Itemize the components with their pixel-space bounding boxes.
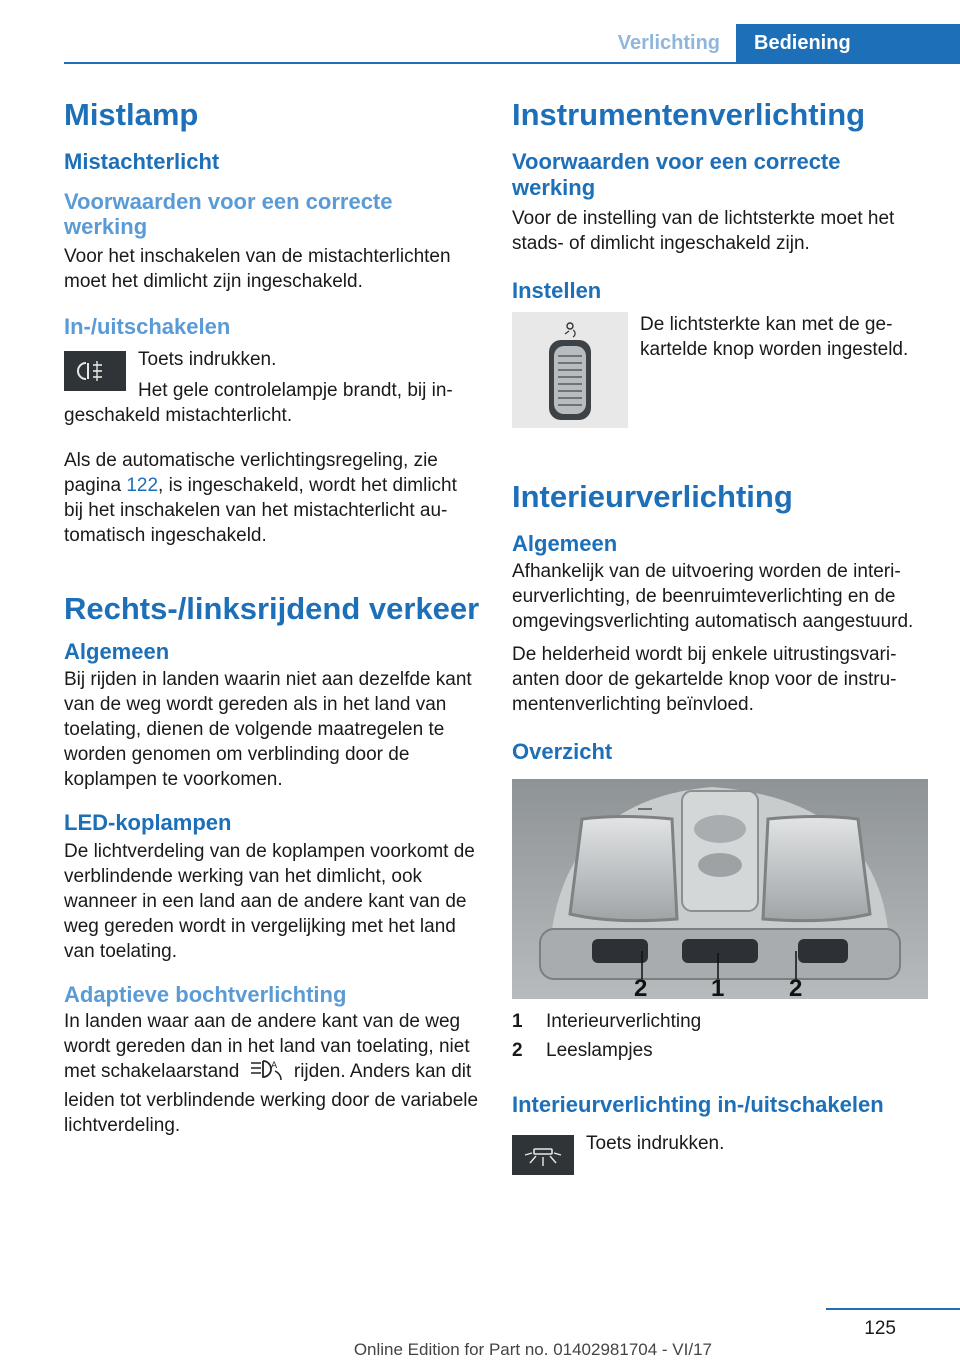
heading-mistachterlicht: Mistachterlicht [64, 148, 220, 174]
heading-instrumentenverlichting: Instrumentenverlichting [512, 97, 866, 132]
interior-light-photo [512, 779, 928, 999]
photo-label-center: 1 [711, 975, 725, 1000]
heading-voorwaarden: Voorwaarden voor een correcte werking [64, 189, 393, 240]
page-link-122[interactable]: 122 [126, 475, 159, 497]
text-voorwaarden-right: Voor de instelling van de lichtsterkte moet het stads- of dimlicht ingeschakeld zijn. [512, 207, 895, 254]
text-automatisch [64, 448, 480, 548]
fog-light-icon [64, 351, 126, 391]
text-auto-part1: Als de automatische verlichtingsregeling, zie pagina [64, 450, 438, 497]
legend-list [512, 1011, 928, 1062]
heading-interieurverlichting: Interieurverlichting [512, 478, 793, 514]
heading-instellen: Instellen [512, 277, 602, 303]
footer-rule [826, 1308, 960, 1310]
photo-label-left: 2 [634, 975, 648, 1000]
legend-number: 1 [512, 1011, 523, 1033]
text-toets-interieur: Toets indrukken. [586, 1132, 725, 1154]
heading-mistlamp: Mistlamp [64, 97, 199, 132]
edition-note: Online Edition for Part no. 01402981704 - VI/17 [353, 1340, 712, 1359]
dimmer-wheel-icon [512, 312, 628, 428]
heading-adaptief: Adaptieve bochtverlichting [64, 981, 347, 1007]
header-section: Verlichting [617, 32, 720, 54]
text-gele: Het gele controlelampje brandt, bij in- [138, 380, 453, 402]
photo-label-right: 2 [789, 975, 803, 1000]
text-adaptief [64, 1009, 480, 1138]
text-algemeen-1: Afhankelijk van de uitvoering worden de interieurverlichting, de beenruimteverlichting en de omgevingsverlichting automatisch aangestuurd. [512, 561, 914, 633]
svg-text:A: A [270, 1060, 277, 1071]
text-algemeen: Bij rijden in landen waarin niet aan dezelfde kant van de weg wordt gereden als in het land van toelating, dienen de volgende maatregelen te worden genomen om verblinding door de koplampen te voorkomen. [64, 669, 472, 791]
heading-overzicht: Overzicht [512, 739, 613, 765]
legend-text: Leeslampjes [546, 1040, 653, 1062]
text-algemeen-2: De helderheid wordt bij enkele uitrustingsvarianten door de gekartelde knop voor de instrumentenverlichting beïnvloed. [512, 644, 897, 716]
heading-interieur-inuit: Interieurverlichting in-/uitschakelen [512, 1092, 884, 1118]
text-toets: Toets indrukken. [138, 349, 277, 371]
right-column [512, 96, 928, 1175]
interior-light-icon [512, 1135, 574, 1175]
text-adaptief-part2: rijden. Anders kan dit leiden tot verblindende werking door de variabele lichtverdeling. [64, 1060, 479, 1136]
heading-algemeen: Algemeen [64, 638, 170, 664]
heading-rechts-links: Rechts-/linksrijdend verkeer [64, 591, 480, 627]
text-auto-part2: , is ingeschakeld, wordt het dimlicht bij het inschakelen van het mistachterlicht automatisch ingeschakeld. [64, 475, 457, 547]
text-gele-cont: geschakeld mistachterlicht. [64, 405, 293, 427]
heading-in-uitschakelen: In-/uitschakelen [64, 313, 231, 339]
header-tab: Bediening [736, 24, 960, 62]
page-header [64, 24, 960, 64]
text-voorwaarden: Voor het inschakelen van de mistachterlichten moet het dimlicht zijn ingeschakeld. [64, 245, 451, 292]
text-instellen: De lichtsterkte kan met de gekartelde knop worden ingesteld. [640, 313, 909, 360]
legend-number: 2 [512, 1040, 523, 1062]
legend-item [512, 1011, 928, 1033]
left-column [64, 96, 480, 1138]
text-led: De lichtverdeling van de koplampen voorkomt de verblindende werking van het dimlicht, ook wanneer in een land aan de andere kant van de weg gereden wordt in vergelijking met het land van toelating. [64, 840, 475, 962]
legend-text: Interieurverlichting [546, 1011, 702, 1033]
heading-algemeen-right: Algemeen [512, 530, 618, 556]
heading-led-koplampen: LED-koplampen [64, 810, 232, 836]
text-adaptief-part1: In landen waar aan de andere kant van de weg wordt gereden dan in het land van toelating, niet met schakelaarstand [64, 1010, 470, 1082]
page-number: 125 [864, 1318, 896, 1339]
cornering-light-icon [249, 1059, 285, 1088]
heading-voorwaarden-right: Voorwaarden voor een correcte werking [512, 148, 841, 201]
legend-item [512, 1040, 928, 1062]
